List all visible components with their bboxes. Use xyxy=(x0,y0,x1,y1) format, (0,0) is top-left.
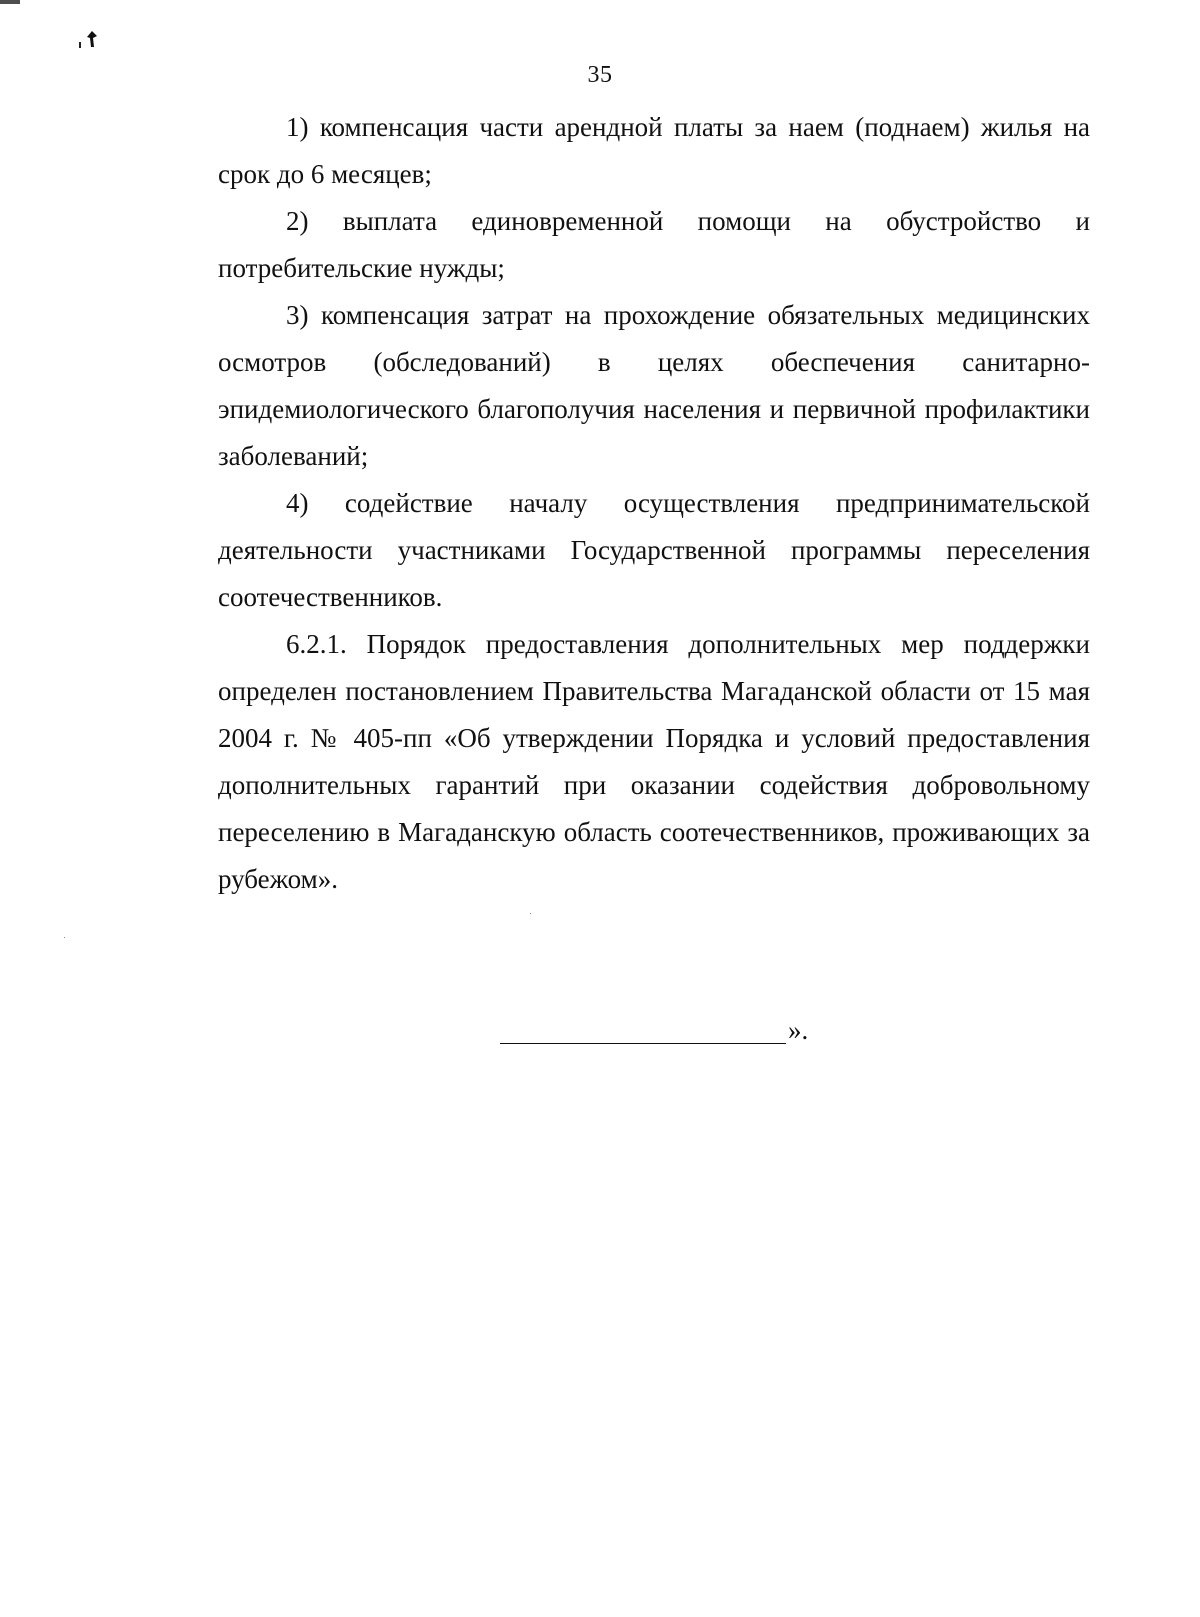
document-body xyxy=(218,104,1090,903)
scan-speck xyxy=(64,937,65,938)
list-item-4: 4) содействие началу осуществления предпринимательской деятельности участниками Государственной программы переселения соотечественников. xyxy=(218,488,1090,612)
list-item-3: 3) компенсация затрат на прохождение обязательных медицинских осмотров (обследований) в целях обеспечения санитарно-эпидемиологического благополучия населения и первичной профилактики заболеваний; xyxy=(218,300,1090,471)
list-item-2: 2) выплата единовременной помощи на обустройство и потребительские нужды; xyxy=(218,206,1090,283)
scan-speck xyxy=(530,913,531,914)
closing-quote: ». xyxy=(788,1015,809,1045)
list-item-1: 1) компенсация части арендной платы за наем (поднаем) жилья на срок до 6 месяцев; xyxy=(218,112,1090,189)
scan-edge-mark xyxy=(0,0,20,4)
page-number: 35 xyxy=(587,62,613,88)
closing-divider xyxy=(500,1014,820,1054)
section-6-2-1: 6.2.1. Порядок предоставления дополнительных мер поддержки определен постановлением Правительства Магаданской области от 15 мая 2004 г. № 405-пп «Об утверждении Порядка и условий предоставления дополнительных гарантий при оказании содействия добровольному переселению в Магаданскую область соотечественников, проживающих за рубежом». xyxy=(218,629,1090,894)
scan-artifact-icon xyxy=(78,28,104,50)
closing-underline xyxy=(500,1043,786,1044)
